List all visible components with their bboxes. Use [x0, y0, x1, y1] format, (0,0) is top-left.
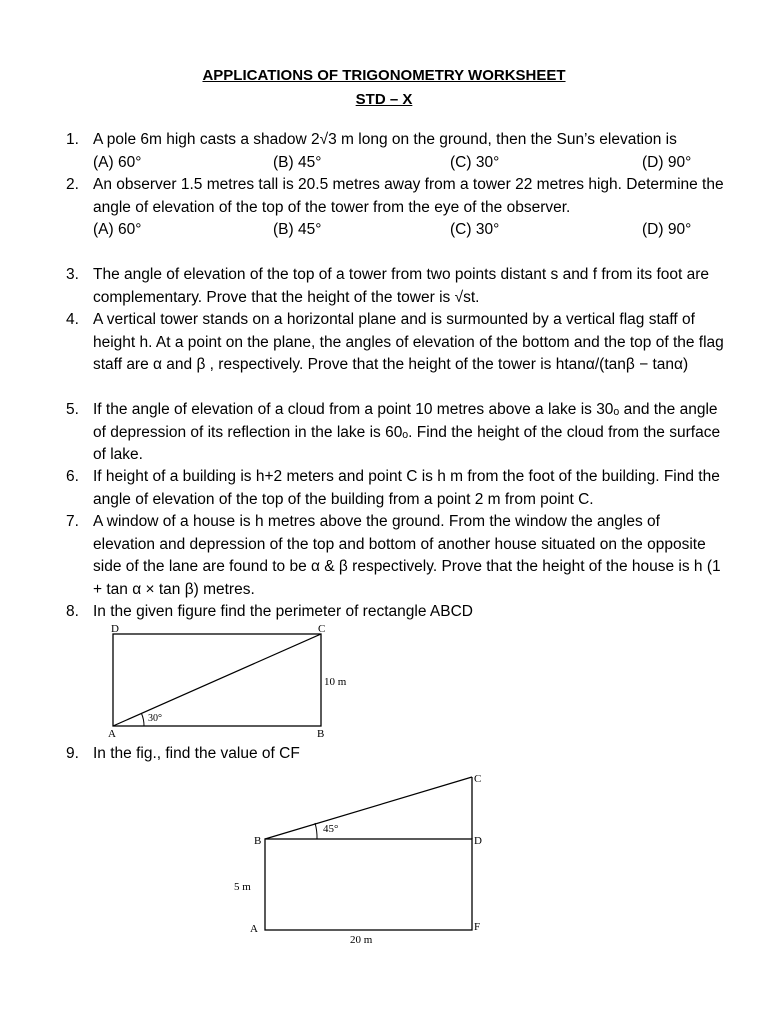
label-side-length: 10 m [324, 676, 347, 688]
diagonal-ac [113, 634, 321, 726]
label-a: A [250, 923, 258, 935]
question-number: 9. [66, 745, 79, 762]
question-2 [66, 174, 726, 242]
label-base: 20 m [350, 934, 373, 946]
question-number: 2. [66, 176, 79, 193]
options-row [93, 219, 726, 242]
question-text: The angle of elevation of the top of a tower from two points distant s and f from its foot are complementary. Prove that the height of the tower is √st. [93, 266, 710, 306]
rectangle-abdf [265, 839, 472, 930]
options-row [93, 152, 726, 175]
question-text: An observer 1.5 metres tall is 20.5 metres away from a tower 22 metres high. Determine the angle of elevation of the top of the tower from the eye of the observer. [93, 176, 724, 216]
question-text: If height of a building is h+2 meters and point C is h m from the foot of the building. Find the angle of elevation of the top of the building from a point 2 m from point C. [93, 468, 720, 508]
question-number: 6. [66, 468, 79, 485]
question-number: 1. [66, 131, 79, 148]
label-b: B [317, 728, 325, 740]
question-text: In the fig., find the value of CF [93, 745, 300, 762]
question-9 [66, 743, 726, 766]
question-text: A pole 6m high casts a shadow 2√3 m long on the ground, then the Sun’s elevation is [93, 131, 677, 148]
question-6 [66, 466, 726, 511]
angle-arc [315, 823, 317, 839]
label-angle: 45° [323, 823, 339, 835]
option-a: (A) 60° [93, 153, 142, 171]
label-b: B [254, 835, 262, 847]
label-c: C [318, 623, 326, 635]
question-number: 7. [66, 513, 79, 530]
question-1 [66, 129, 726, 174]
question-text: A window of a house is h metres above the ground. From the window the angles of elevation and depression of the top and bottom of another house situated on the opposite side of the lane are found to be α & β respectively. Prove that the height of the house is h (1 + tan α × tan β) metres. [93, 513, 721, 598]
angle-arc [142, 714, 145, 727]
label-height: 5 m [234, 881, 251, 893]
question-number: 3. [66, 266, 79, 283]
line-bc [265, 777, 472, 839]
option-b: (B) 45° [273, 221, 322, 238]
option-d: (D) 90° [642, 221, 692, 238]
label-d: D [111, 623, 119, 635]
question-4 [66, 309, 726, 377]
question-text: If the angle of elevation of a cloud from a point 10 metres above a lake is 30ₒ and the angle of depression of its reflection in the lake is 60ₒ. Find the height of the cloud from the surface of lake. [93, 401, 721, 463]
option-a: (A) 60° [93, 221, 142, 238]
building-figure [225, 768, 505, 950]
option-c: (C) 30° [450, 153, 500, 171]
question-number: 8. [66, 603, 79, 620]
label-d: D [474, 835, 482, 847]
worksheet-subtitle: STD – X [355, 91, 413, 108]
label-angle: 30° [148, 713, 162, 724]
question-7 [66, 511, 726, 601]
label-a: A [108, 728, 116, 740]
question-number: 4. [66, 311, 79, 328]
worksheet-title: APPLICATIONS OF TRIGONOMETRY WORKSHEET [202, 67, 566, 84]
label-c: C [474, 773, 482, 785]
question-number: 5. [66, 401, 79, 418]
option-d: (D) 90° [642, 153, 692, 171]
option-c: (C) 30° [450, 221, 500, 238]
question-5 [66, 399, 726, 467]
rectangle-figure [100, 620, 360, 742]
label-f: F [474, 921, 481, 933]
question-text: In the given figure find the perimeter of rectangle ABCD [93, 603, 473, 620]
question-3 [66, 264, 726, 309]
question-text: A vertical tower stands on a horizontal plane and is surmounted by a vertical flag staff of height h. At a point on the plane, the angles of elevation of the bottom and the top of the flag staff are α and β , respectively. Prove that the height of the tower is htanα/(tanβ − tanα) [93, 311, 724, 373]
option-b: (B) 45° [273, 153, 322, 171]
